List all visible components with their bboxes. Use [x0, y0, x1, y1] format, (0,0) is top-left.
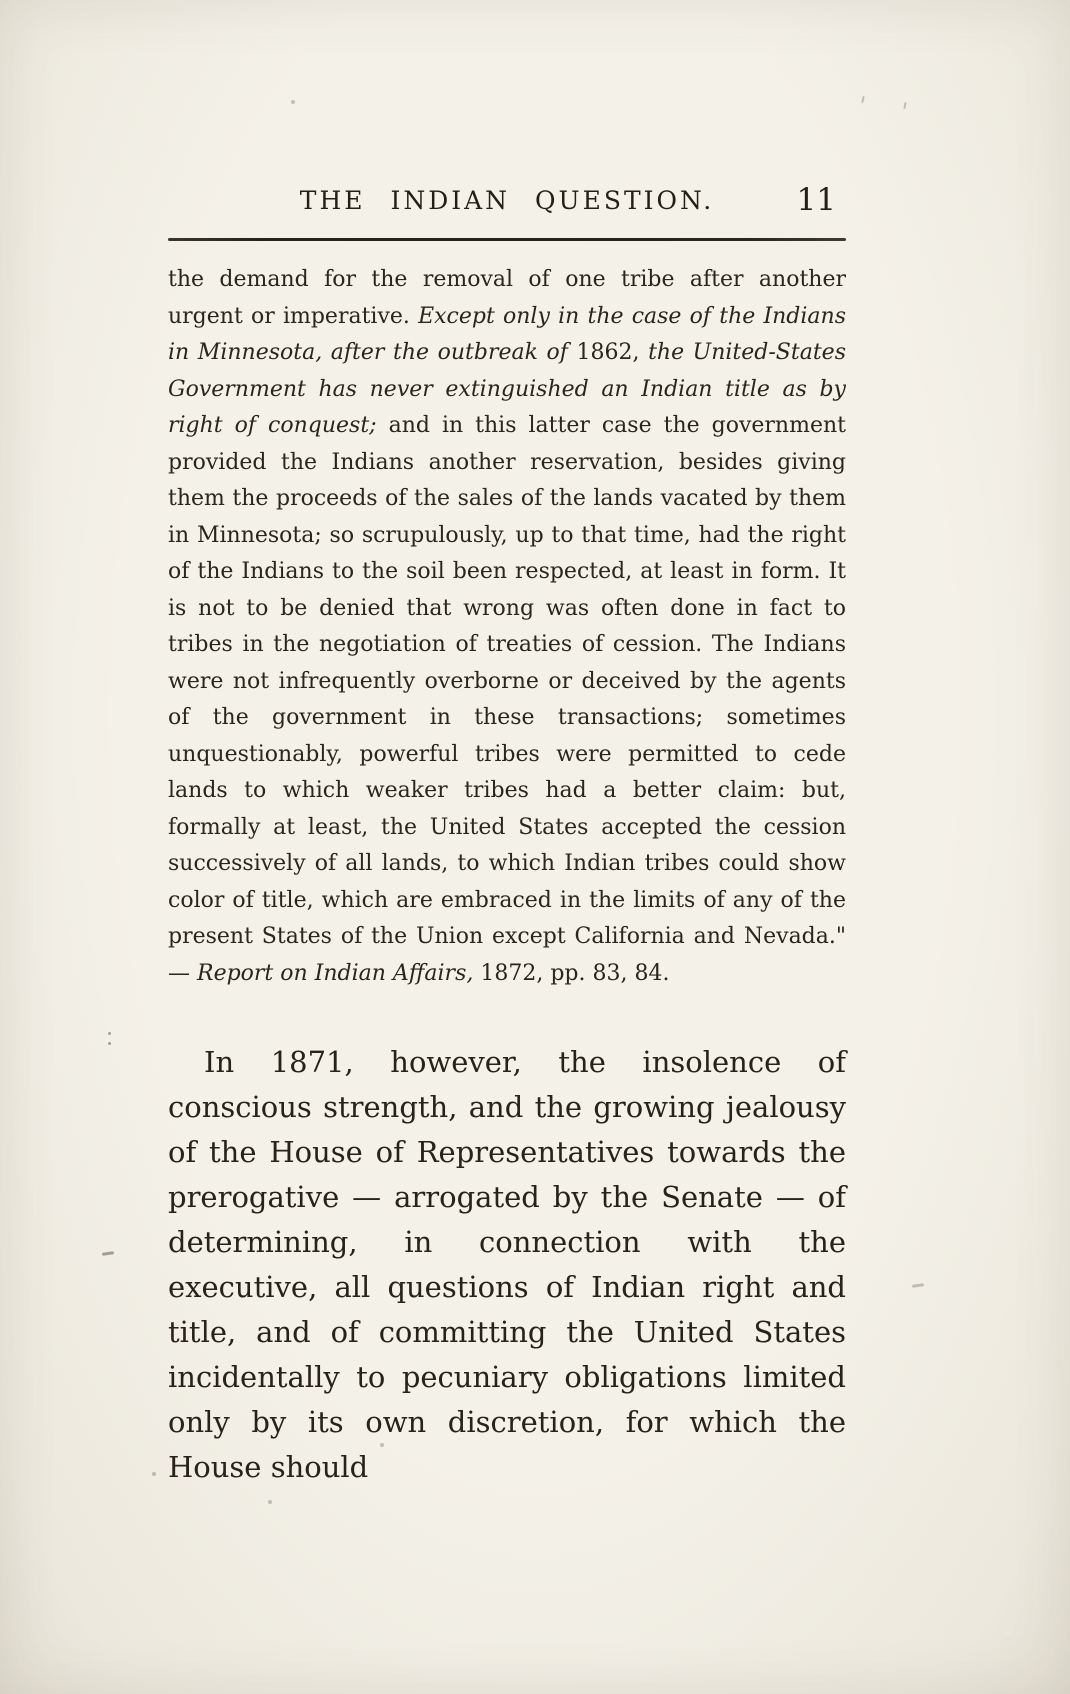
scan-artifact [102, 1251, 114, 1256]
quote-citation-roman: 1872, pp. 83, 84. [473, 960, 670, 986]
scan-artifact [903, 102, 906, 109]
scan-artifact [291, 100, 295, 104]
quote-paragraph [168, 262, 846, 992]
scan-artifact [268, 1500, 272, 1504]
text-column [168, 182, 846, 1490]
scan-artifact [912, 1283, 924, 1288]
page-header [168, 182, 846, 228]
quote-text-roman-1: the demand for the removal of one tribe after another urgent or imperative. [168, 267, 846, 329]
scan-artifact [380, 1443, 384, 1447]
running-title: THE INDIAN QUESTION. [299, 186, 715, 215]
quote-text-italic-1: Except only in the case of the Indians in Minnesota, after the outbreak of [168, 303, 846, 365]
quote-text-roman-3: and in this latter case the government provided the Indians another reservation, besides giving them the proceeds of the sales of the lands vacated by them in Minnesota; so scrupulously, up to that time, had the right of the Indians to the soil been respected, at least in form. It is not to be denied that wrong was often done in fact to tribes in the negotiation of treaties of cession. The Indians were not infrequently overborne or deceived by the agents of the government in these transactions; sometimes unquestionably, powerful tribes were permitted to cede lands to which weaker tribes had a better claim: but, formally at least, the United States accepted the cession successively of all lands, to which Indian tribes could show color of title, which are embraced in the limits of any of the present States of the Union except California and Nevada." — [168, 413, 846, 986]
quote-citation-italic: Report on Indian Affairs, [197, 960, 474, 986]
scan-artifact [152, 1472, 156, 1476]
header-rule [168, 238, 846, 241]
quote-text-italic-2: the United-States Government has never extinguished an Indian title as by right of conquest; [168, 340, 846, 438]
body-paragraph: In 1871, however, the insolence of conscious strength, and the growing jealousy of the House of Representatives towards the prerogative — arrogated by the Senate — of determining, in connection with the executive, all questions of Indian right and title, and of committing the United States incidentally to pecuniary obligations limited only by its own discretion, for which the House should [168, 1045, 846, 1484]
scan-artifact [861, 96, 864, 103]
quote-text-roman-2: 1862, [576, 340, 640, 365]
scan-artifact [108, 1032, 111, 1035]
page-number: 11 [796, 182, 836, 218]
